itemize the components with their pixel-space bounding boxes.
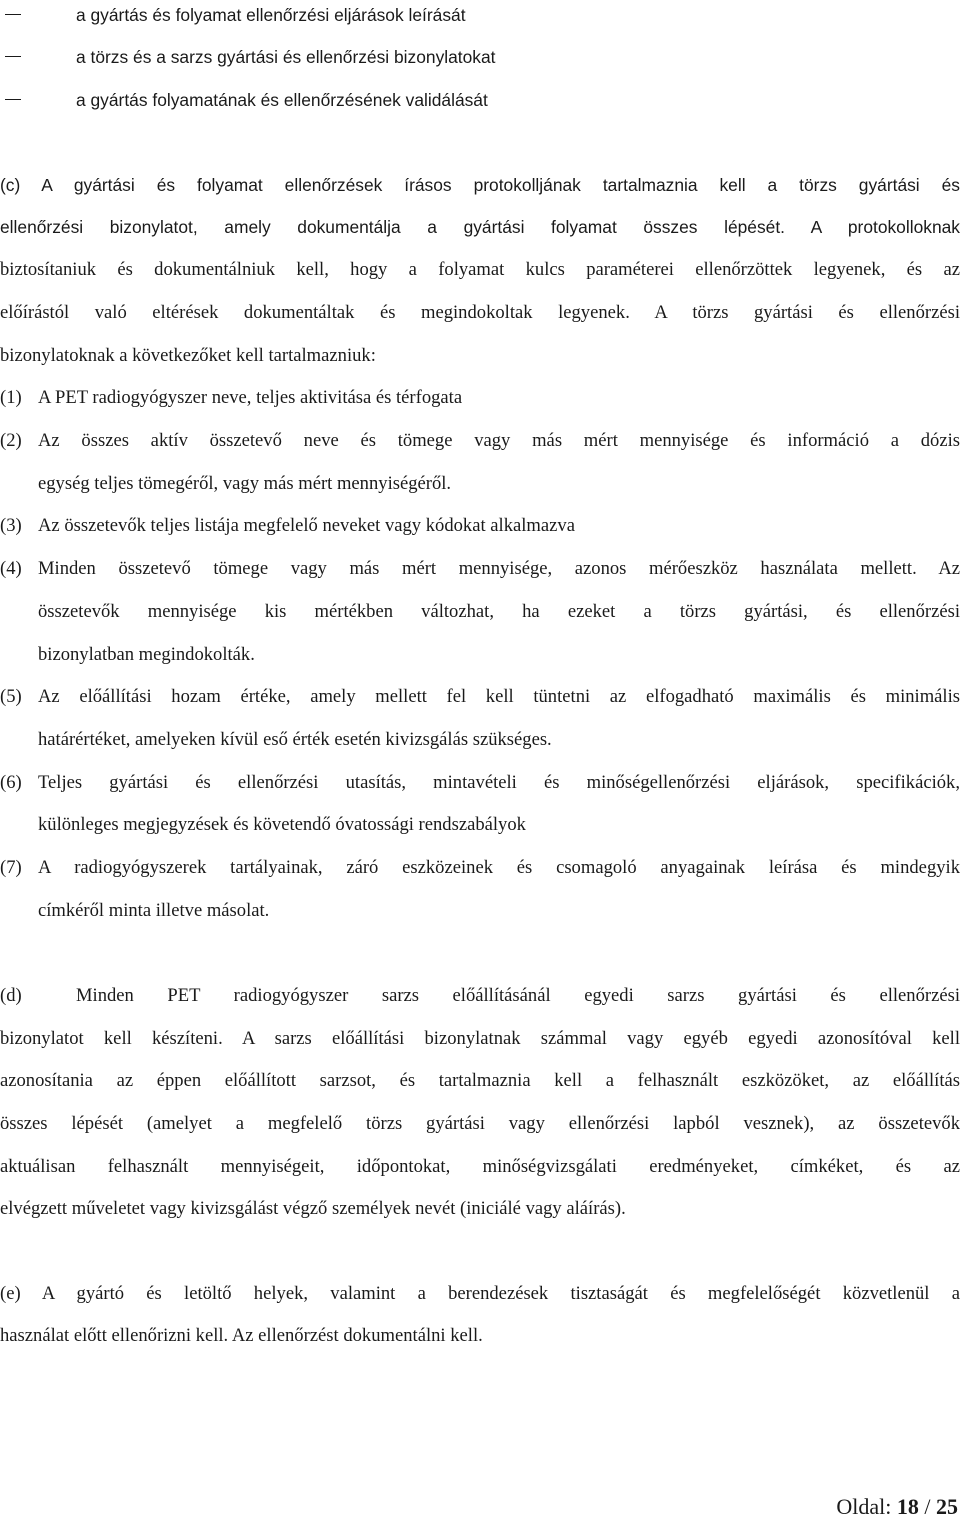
- section-d-first-line: Minden PET radiogyógyszer sarzs előállításánál egyedi sarzs gyártási és ellenőrzési: [76, 985, 960, 1006]
- section-d-line: összes lépését (amelyet a megfelelő törzs gyártási vagy ellenőrzési lapból vesznek), az összetevők: [0, 1113, 960, 1134]
- section-c-line: (c) A gyártási és folyamat ellenőrzések írásos protokolljának tartalmaznia kell a törzs gyártási és: [0, 175, 960, 195]
- item-text: Teljes gyártási és ellenőrzési utasítás, mintavételi és minőségellenőrzési eljárások, specifikációk,: [38, 772, 960, 793]
- page-current: 18: [896, 1494, 919, 1519]
- item-text: bizonylatban megindokolták.: [38, 644, 255, 665]
- item-number: (7): [0, 857, 22, 878]
- bullet-item: [0, 42, 960, 72]
- section-d-label: (d): [0, 985, 22, 1006]
- section-c-line: ellenőrzési bizonylatot, amely dokumentálja a gyártási folyamat összes lépését. A protokolloknak: [0, 217, 960, 237]
- item-number: (5): [0, 686, 22, 707]
- item-text: Az előállítási hozam értéke, amely mellett fel kell tüntetni az elfogadható maximális és minimális: [38, 686, 960, 707]
- item-number: (2): [0, 430, 22, 451]
- bullet-text: a gyártás és folyamat ellenőrzési eljárások leírását: [76, 5, 466, 25]
- item-text: A radiogyógyszerek tartályainak, záró eszközeinek és csomagoló anyagainak leírása és mindegyik: [38, 857, 960, 878]
- section-c-line: biztosítaniuk és dokumentálniuk kell, hogy a folyamat kulcs paraméterei ellenőrzöttek legyenek, és az: [0, 259, 960, 280]
- page-separator: /: [924, 1494, 931, 1519]
- section-c-line: előírástól való eltérések dokumentáltak és megindokoltak legyenek. A törzs gyártási és ellenőrzési: [0, 302, 960, 323]
- item-text: Az összes aktív összetevő neve és tömege vagy más mért mennyisége és információ a dózis: [38, 430, 960, 451]
- bullet-text: a gyártás folyamatának és ellenőrzésének validálását: [76, 90, 488, 110]
- bullet-text: a törzs és a sarzs gyártási és ellenőrzési bizonylatokat: [76, 47, 496, 67]
- section-d-line: bizonylatot kell készíteni. A sarzs előállítási bizonylatnak számmal vagy egyéb egyedi azonosítóval kell: [0, 1028, 960, 1049]
- page-total: 25: [936, 1494, 958, 1519]
- dash-icon: [5, 14, 21, 15]
- page-label: Oldal:: [836, 1494, 892, 1519]
- item-text: Az összetevők teljes listája megfelelő neveket vagy kódokat alkalmazva: [38, 515, 575, 536]
- dash-icon: [5, 99, 21, 100]
- item-text: címkéről minta illetve másolat.: [38, 900, 270, 921]
- item-text: Minden összetevő tömege vagy más mért mennyisége, azonos mérőeszköz használata mellett. Az: [38, 558, 960, 579]
- dash-icon: [5, 56, 21, 57]
- page-number: [836, 1494, 958, 1520]
- section-e-line: használat előtt ellenőrizni kell. Az ellenőrzést dokumentálni kell.: [0, 1325, 483, 1346]
- item-number: (4): [0, 558, 22, 579]
- item-text: összetevők mennyisége kis mértékben változhat, ha ezeket a törzs gyártási, és ellenőrzési: [38, 601, 960, 622]
- section-d-line: aktuálisan felhasznált mennyiségeit, időpontokat, minőségvizsgálati eredményeket, címkéket, és az: [0, 1156, 960, 1177]
- item-text: határértéket, amelyeken kívül eső érték esetén kivizsgálás szükséges.: [38, 729, 552, 750]
- section-d-line: elvégzett műveletet vagy kivizsgálást végző személyek nevét (iniciálé vagy aláírás).: [0, 1198, 626, 1219]
- item-text: egység teljes tömegéről, vagy más mért mennyiségéről.: [38, 473, 452, 494]
- bullet-item: [0, 0, 960, 30]
- section-c-line: bizonylatoknak a következőket kell tartalmazniuk:: [0, 345, 376, 366]
- item-number: (1): [0, 387, 22, 408]
- item-text: A PET radiogyógyszer neve, teljes aktivitása és térfogata: [38, 387, 463, 408]
- bullet-item: [0, 85, 960, 115]
- item-number: (3): [0, 515, 22, 536]
- section-e-line: (e) A gyártó és letöltő helyek, valamint a berendezések tisztaságát és megfelelőségét közvetlenül a: [0, 1283, 960, 1304]
- section-d-line: azonosítania az éppen előállított sarzsot, és tartalmaznia kell a felhasznált eszközöket, az előállítás: [0, 1070, 960, 1091]
- item-number: (6): [0, 772, 22, 793]
- item-text: különleges megjegyzések és követendő óvatossági rendszabályok: [38, 814, 526, 835]
